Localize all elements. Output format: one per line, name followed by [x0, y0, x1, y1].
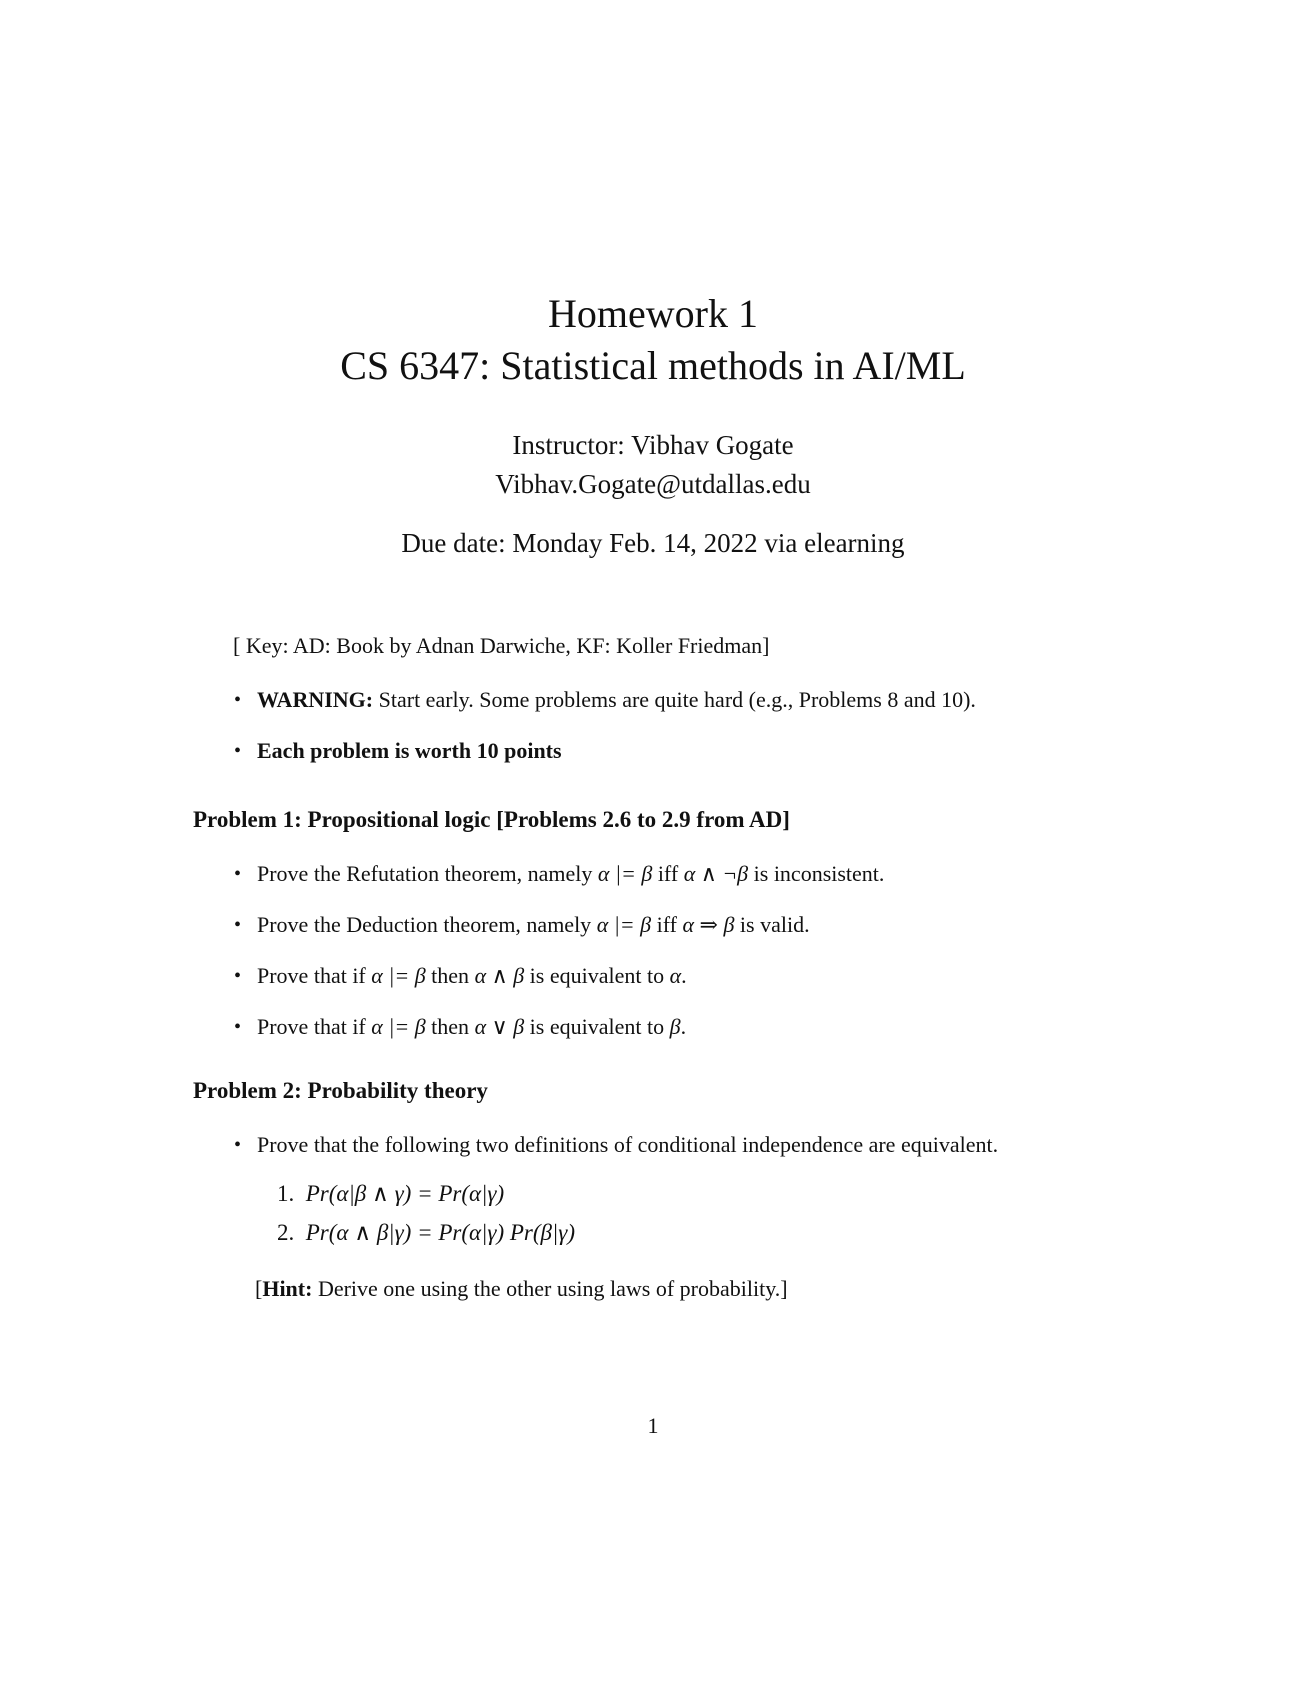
- item-text: is valid.: [734, 912, 810, 937]
- bullet-icon: •: [234, 1016, 242, 1038]
- bullet-icon: •: [234, 740, 242, 762]
- homework-title: Homework 1: [548, 291, 758, 336]
- warning-text: Start early. Some problems are quite hard (e.g., Problems 8 and 10).: [373, 687, 976, 712]
- page-number: 1: [647, 1413, 659, 1438]
- hint-bracket: [: [255, 1276, 263, 1301]
- math-expression: α ∧ β: [474, 963, 525, 988]
- problem-1-item-disjunction: [257, 1013, 686, 1041]
- item-text: Prove the Deduction theorem, namely: [257, 912, 597, 937]
- math-expression: Pr(α|β ∧ γ) = Pr(α|γ): [305, 1181, 505, 1206]
- bullet-icon: •: [234, 965, 242, 987]
- item-text: .: [681, 963, 687, 988]
- hint-label: Hint:: [262, 1276, 313, 1301]
- math-expression: α ∨ β: [474, 1014, 525, 1039]
- bullet-icon: •: [234, 689, 242, 711]
- problem-2-item: Prove that the following two definitions of conditional independence are equivalent.: [257, 1132, 999, 1157]
- hint-note: [255, 1275, 788, 1303]
- math-expression: Pr(α ∧ β|γ) = Pr(α|γ) Pr(β|γ): [305, 1220, 576, 1245]
- course-title: CS 6347: Statistical methods in AI/ML: [340, 343, 966, 388]
- math-expression: α |= β: [596, 912, 652, 937]
- key-note: [ Key: AD: Book by Adnan Darwiche, KF: Koller Friedman]: [233, 633, 770, 658]
- item-text: Prove that if: [257, 963, 372, 988]
- hint-text: Derive one using the other using laws of probability.]: [312, 1276, 788, 1301]
- points-note: Each problem is worth 10 points: [257, 738, 562, 763]
- equation-number: 1.: [277, 1181, 295, 1206]
- bullet-icon: •: [234, 1134, 242, 1156]
- warning-label: WARNING:: [257, 687, 374, 712]
- equation-2: [277, 1219, 575, 1247]
- bullet-icon: •: [234, 914, 242, 936]
- item-text: is equivalent to: [524, 1014, 670, 1039]
- problem-2-heading: Problem 2: Probability theory: [193, 1078, 488, 1103]
- instructor-line: Instructor: Vibhav Gogate: [512, 430, 794, 460]
- item-text: is equivalent to: [524, 963, 670, 988]
- equation-number: 2.: [277, 1220, 295, 1245]
- problem-1-item-deduction: [257, 911, 810, 939]
- item-text: is inconsistent.: [748, 861, 885, 886]
- warning-note: [257, 686, 976, 714]
- math-expression: β: [669, 1014, 681, 1039]
- item-text: then: [425, 963, 475, 988]
- math-expression: α ⇒ β: [682, 912, 735, 937]
- problem-1-item-conjunction: [257, 962, 687, 990]
- instructor-email: Vibhav.Gogate@utdallas.edu: [495, 469, 811, 499]
- problem-1-item-refutation: [257, 860, 884, 888]
- math-expression: α |= β: [597, 861, 653, 886]
- item-text: .: [680, 1014, 687, 1039]
- math-expression: α |= β: [371, 1014, 426, 1039]
- math-expression: α ∧ ¬β: [683, 861, 749, 886]
- math-expression: α: [669, 963, 682, 988]
- item-text: then: [425, 1014, 475, 1039]
- problem-1-heading: Problem 1: Propositional logic [Problems 2.6 to 2.9 from AD]: [193, 807, 790, 832]
- due-date: Due date: Monday Feb. 14, 2022 via elearning: [401, 528, 905, 558]
- item-text: iff: [652, 861, 684, 886]
- item-text: iff: [651, 912, 683, 937]
- equation-1: [277, 1180, 504, 1208]
- item-text: Prove that if: [257, 1014, 372, 1039]
- bullet-icon: •: [234, 863, 242, 885]
- math-expression: α |= β: [371, 963, 426, 988]
- item-text: Prove the Refutation theorem, namely: [257, 861, 598, 886]
